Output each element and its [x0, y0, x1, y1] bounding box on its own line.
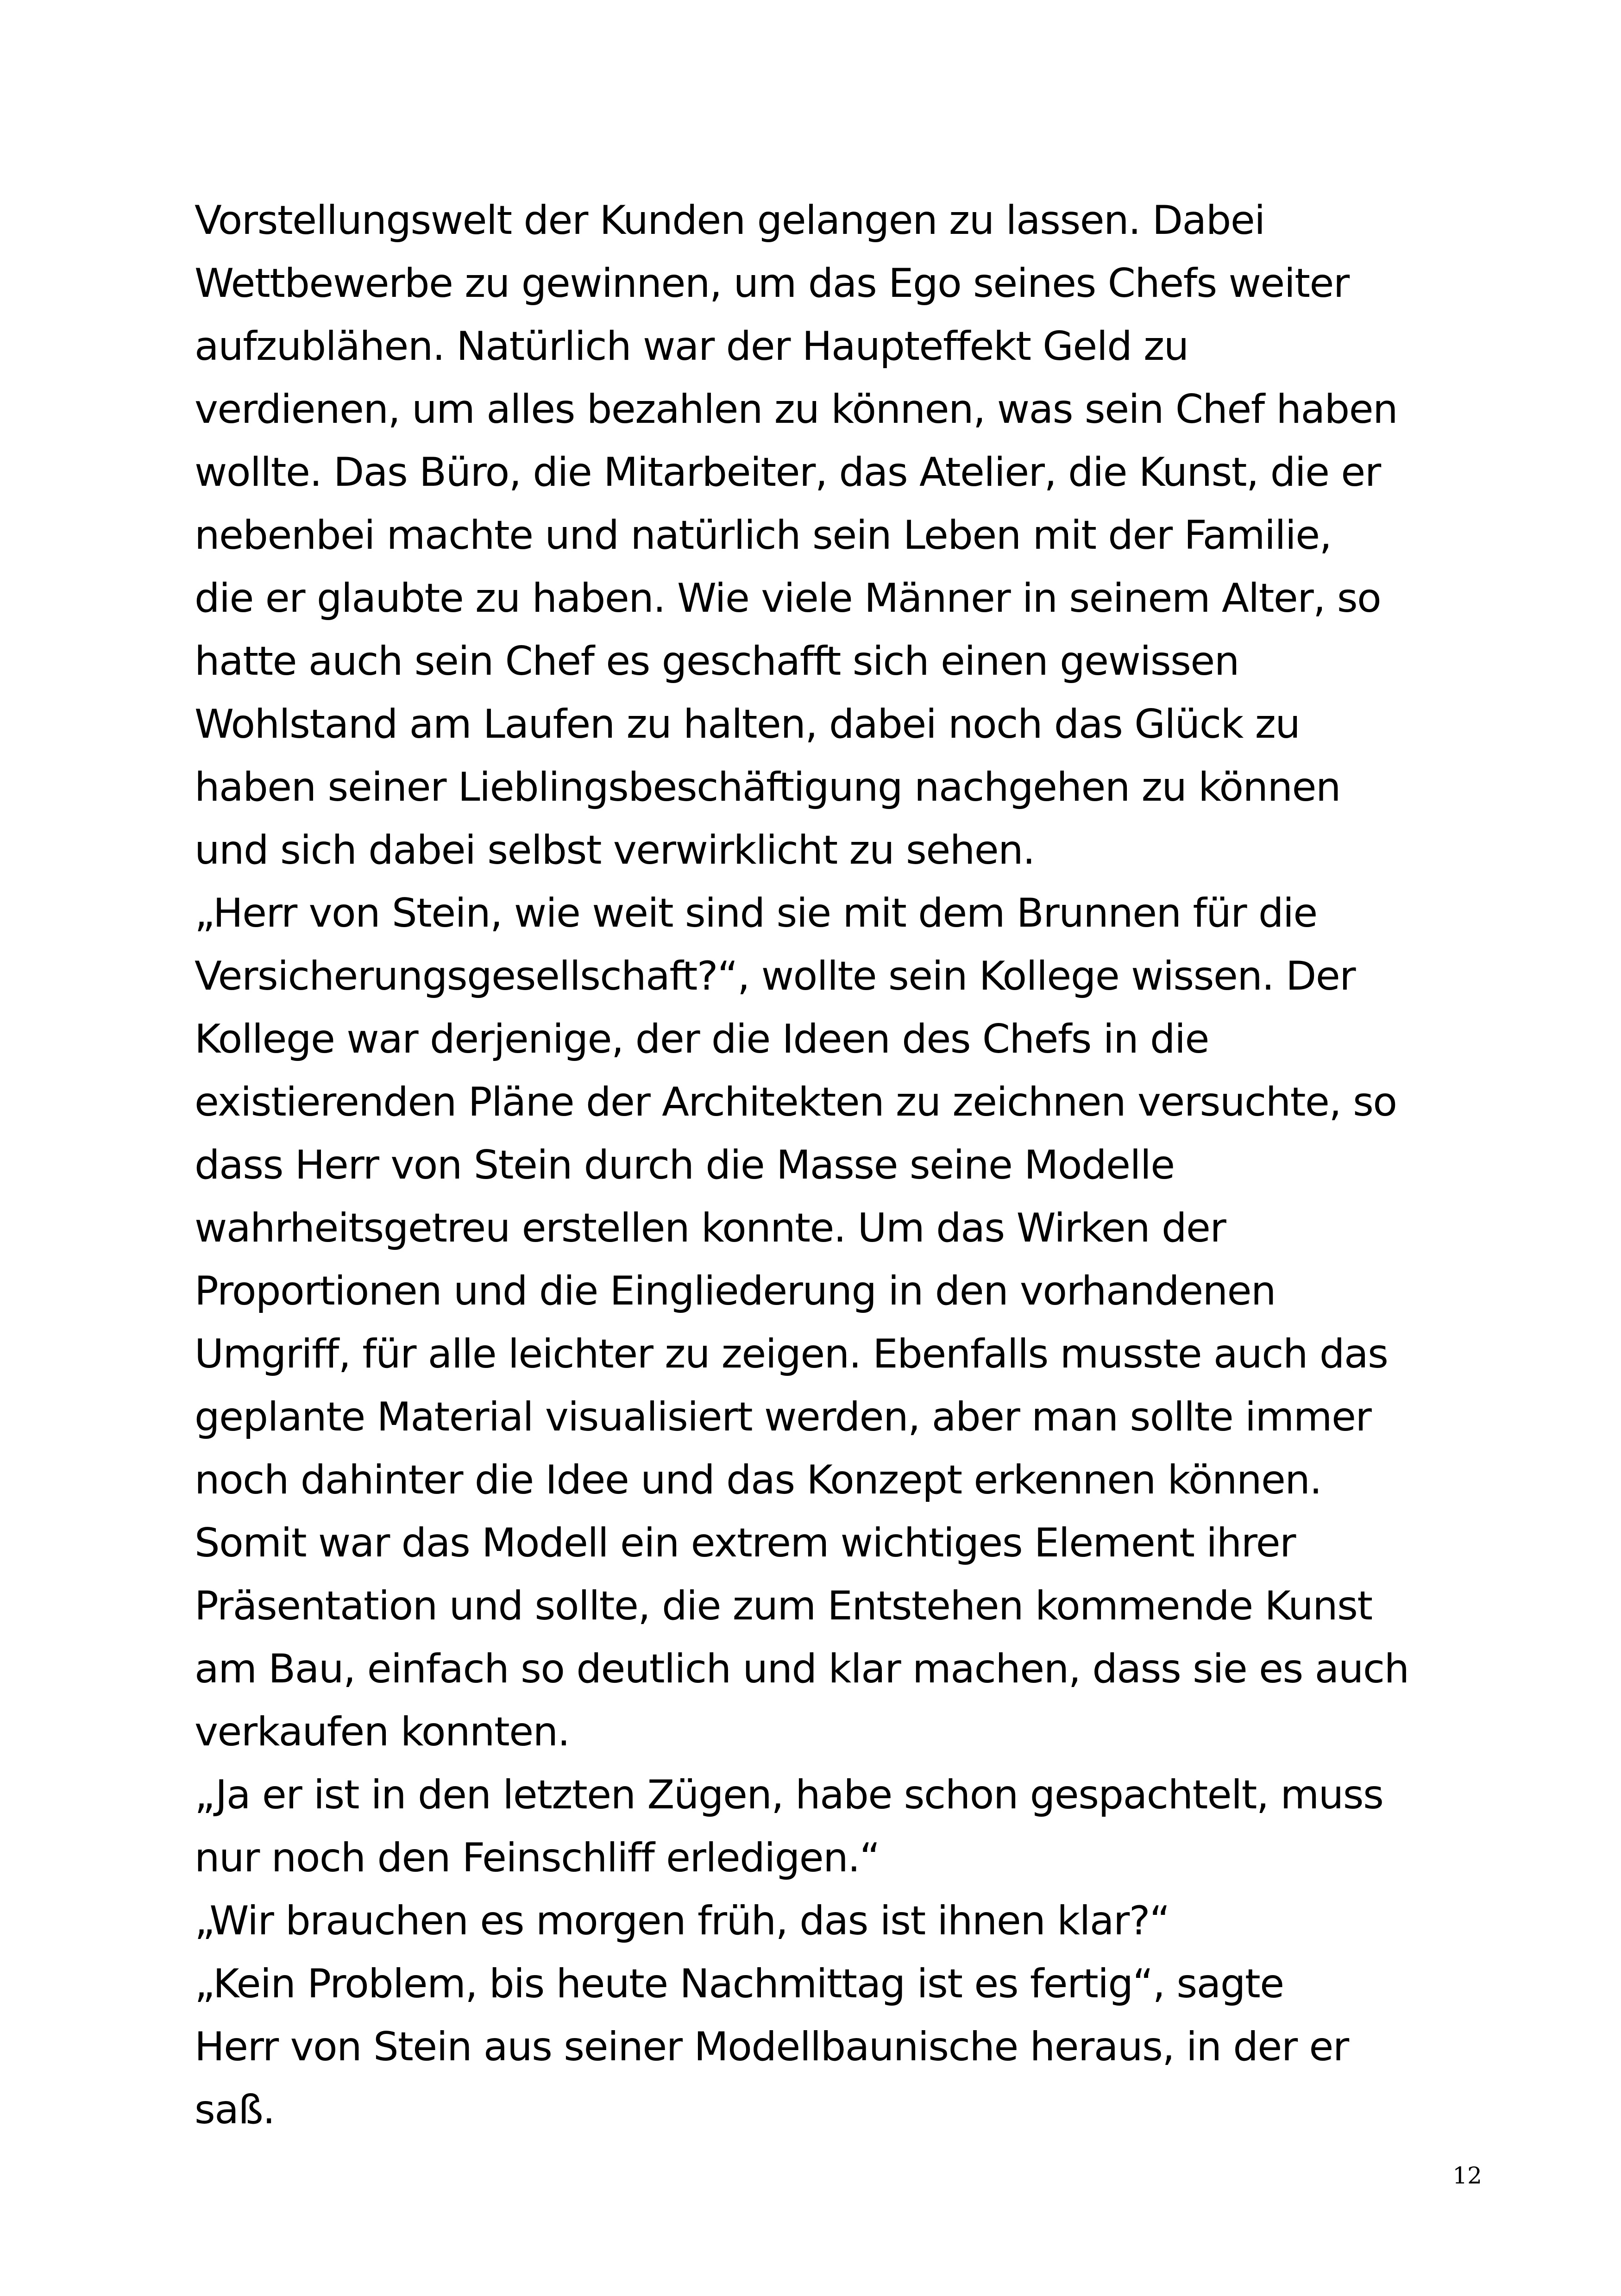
text-line: existierenden Pläne der Architekten zu zeichnen versuchte, so — [195, 1079, 1397, 1125]
text-line: Versicherungsgesellschaft?“, wollte sein Kollege wissen. Der — [195, 953, 1356, 999]
text-line: Somit war das Modell ein extrem wichtiges Element ihrer — [195, 1520, 1295, 1566]
text-line: Proportionen und die Eingliederung in den vorhandenen — [195, 1268, 1276, 1314]
body-text — [195, 189, 1473, 2141]
text-line: und sich dabei selbst verwirklicht zu sehen. — [195, 827, 1035, 873]
text-line: „Wir brauchen es morgen früh, das ist ihnen klar?“ — [195, 1898, 1170, 1944]
text-line: Umgriff, für alle leichter zu zeigen. Ebenfalls musste auch das — [195, 1331, 1388, 1377]
text-line: am Bau, einfach so deutlich und klar machen, dass sie es auch — [195, 1646, 1409, 1692]
text-line: aufzublähen. Natürlich war der Haupteffekt Geld zu — [195, 323, 1188, 370]
text-line: „Kein Problem, bis heute Nachmittag ist es fertig“, sagte — [195, 1961, 1284, 2007]
text-line: „Herr von Stein, wie weit sind sie mit dem Brunnen für die — [195, 890, 1317, 936]
text-line: Wohlstand am Laufen zu halten, dabei noch das Glück zu — [195, 701, 1300, 747]
text-line: „Ja er ist in den letzten Zügen, habe schon gespachtelt, muss — [195, 1772, 1383, 1818]
text-line: wollte. Das Büro, die Mitarbeiter, das Atelier, die Kunst, die er — [195, 449, 1381, 496]
text-line: saß. — [195, 2087, 275, 2133]
page-number: 12 — [1452, 2162, 1482, 2189]
text-line: Vorstellungswelt der Kunden gelangen zu lassen. Dabei — [195, 197, 1265, 244]
text-line: Präsentation und sollte, die zum Entstehen kommende Kunst — [195, 1583, 1372, 1629]
text-line: wahrheitsgetreu erstellen konnte. Um das Wirken der — [195, 1205, 1226, 1251]
text-line: Wettbewerbe zu gewinnen, um das Ego seines Chefs weiter — [195, 260, 1349, 307]
text-line: haben seiner Lieblingsbeschäftigung nachgehen zu können — [195, 764, 1340, 810]
text-line: nur noch den Feinschliff erledigen.“ — [195, 1835, 880, 1881]
text-line: Herr von Stein aus seiner Modellbaunische heraus, in der er — [195, 2024, 1349, 2070]
text-line: hatte auch sein Chef es geschafft sich einen gewissen — [195, 638, 1239, 684]
text-line: Kollege war derjenige, der die Ideen des Chefs in die — [195, 1016, 1209, 1062]
text-line: noch dahinter die Idee und das Konzept erkennen können. — [195, 1457, 1322, 1503]
text-line: die er glaubte zu haben. Wie viele Männer in seinem Alter, so — [195, 575, 1381, 621]
text-line: verdienen, um alles bezahlen zu können, was sein Chef haben — [195, 386, 1398, 433]
text-line: verkaufen konnten. — [195, 1709, 570, 1755]
text-line: geplante Material visualisiert werden, aber man sollte immer — [195, 1394, 1371, 1440]
text-line: dass Herr von Stein durch die Masse seine Modelle — [195, 1142, 1175, 1188]
text-line: nebenbei machte und natürlich sein Leben mit der Familie, — [195, 512, 1332, 558]
